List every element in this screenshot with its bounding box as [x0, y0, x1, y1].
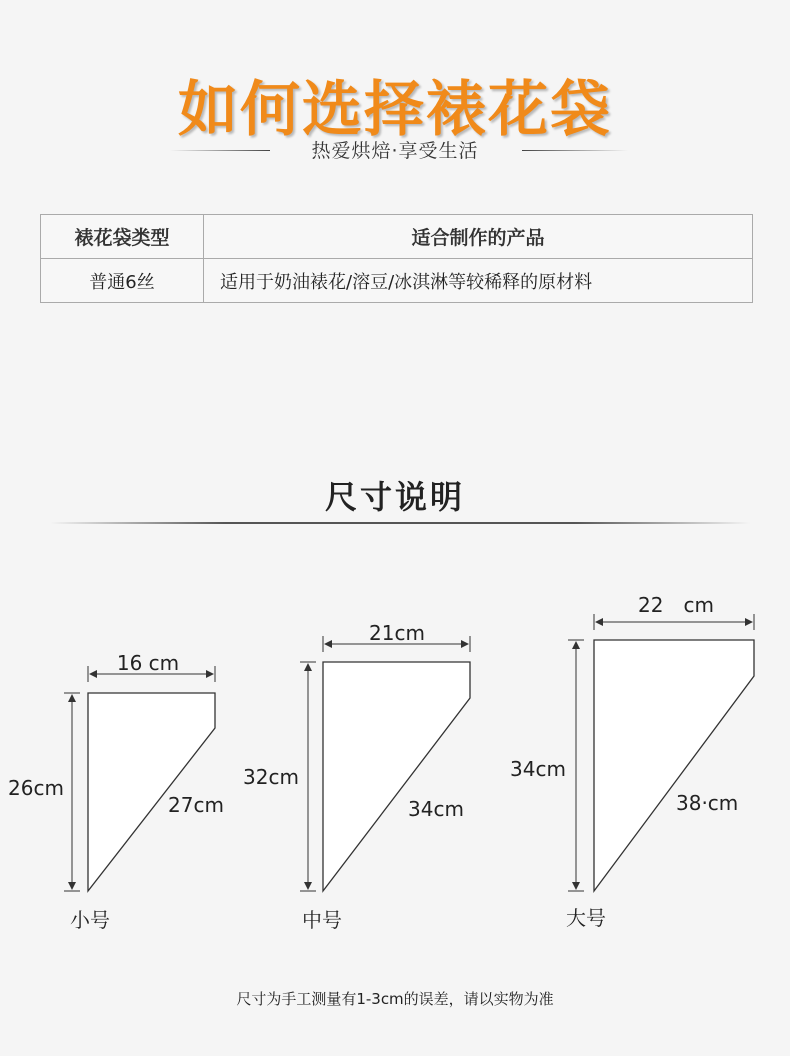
size-section-title: 尺寸说明 [324, 478, 465, 516]
bag-large-name: 大号 [566, 906, 606, 930]
table-header-row [41, 215, 753, 259]
bag-small-diagonal-label: 27cm [168, 793, 224, 817]
bag-small [8, 651, 224, 932]
subtitle-row [0, 136, 790, 166]
bag-medium-name: 中号 [302, 908, 342, 932]
bag-medium-shape [323, 662, 470, 891]
product-table [40, 214, 753, 303]
footnote: 尺寸为手工测量有1-3cm的误差，请以实物为准 [236, 990, 554, 1008]
subtitle: 热爱烘焙·享受生活 [311, 140, 479, 162]
bag-medium-diagonal-label: 34cm [408, 797, 464, 821]
bag-large-shape [594, 640, 754, 891]
cell-products: 适用于奶油裱花/溶豆/冰淇淋等较稀释的原材料 [204, 259, 753, 303]
bag-small-shape [88, 693, 215, 891]
bag-large-width-label: 22 cm [638, 593, 714, 617]
table-row [41, 259, 753, 303]
bag-large-height-label: 34cm [510, 757, 566, 781]
page-title: 如何选择裱花袋 [178, 75, 612, 145]
bag-small-height-label: 26cm [8, 776, 64, 800]
bag-medium-width-label: 21cm [369, 621, 425, 645]
size-diagrams [0, 580, 790, 960]
bag-medium [243, 621, 470, 932]
bag-small-name: 小号 [70, 908, 110, 932]
header-products: 适合制作的产品 [204, 215, 753, 259]
bag-small-width-label: 16 cm [116, 651, 180, 675]
section-divider [50, 522, 750, 524]
subtitle-rule-right [522, 150, 628, 151]
bag-large [510, 593, 754, 930]
header-type: 裱花袋类型 [41, 215, 204, 259]
bag-large-diagonal-label: 38·cm [676, 791, 739, 815]
bag-medium-height-label: 32cm [243, 765, 299, 789]
cell-type: 普通6丝 [41, 259, 204, 303]
